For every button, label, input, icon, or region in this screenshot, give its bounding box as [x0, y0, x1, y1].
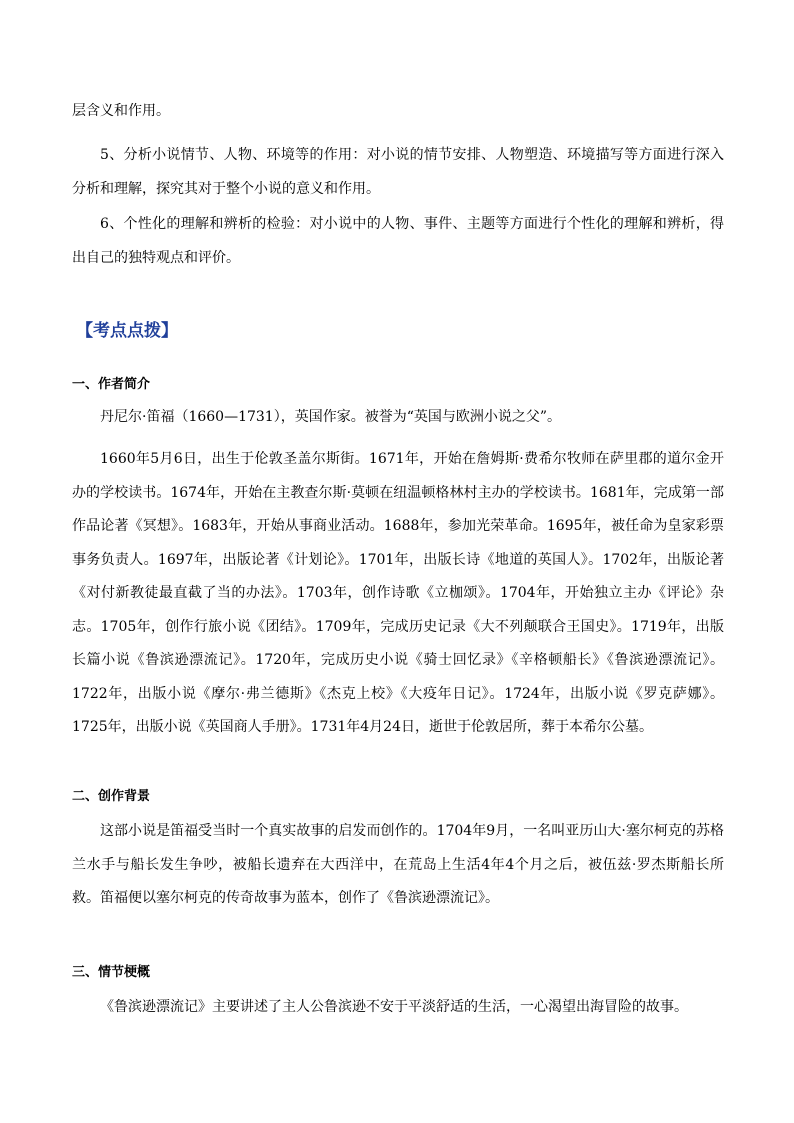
intro-tail-paragraph: 层含义和作用。 — [72, 103, 170, 119]
author-heading: 一、作者简介 — [72, 377, 151, 392]
author-summary-paragraph: 丹尼尔·笛福（1660—1731），英国作家。被誉为“英国与欧洲小说之父”。 — [100, 409, 562, 425]
item-6-paragraph: 6、个性化的理解和辨析的检验：对小说中的人物、事件、主题等方面进行个性化的理解和辨析，得出自己的独特观点和评价。 — [72, 216, 724, 266]
plot-paragraph: 《鲁滨逊漂流记》主要讲述了主人公鲁滨逊不安于平淡舒适的生活，一心渴望出海冒险的故事。 — [100, 999, 688, 1015]
section-title: 【考点点拨】 — [76, 321, 178, 341]
author-biography-paragraph: 1660年5月6日，出生于伦敦圣盖尔斯街。1671年，开始在詹姆斯·费希尔牧师在萨里郡的道尔金开办的学校读书。1674年，开始在主教查尔斯·莫顿在纽温顿格林村主办的学校读书。1681年，完成第一部作品论著《冥想》。1683年，开始从事商业活动。1688年，参加光荣革命。1695年，被任命为皇家彩票事务负责人。1697年，出版论著《计划论》。1701年，出版长诗《地道的英国人》。1702年，出版论著《对付新教徒最直截了当的办法》。1703年，创作诗歌《立枷颂》。1704年，开始独立主办《评论》杂志。1705年，创作行旅小说《团结》。1709年，完成历史记录《大不列颠联合王国史》。1719年，出版长篇小说《鲁滨逊漂流记》。1720年，完成历史小说《骑士回忆录》《辛格顿船长》《鲁滨逊漂流记》。1722年，出版小说《摩尔·弗兰德斯》《杰克上校》《大疫年日记》。1724年，出版小说《罗克萨娜》。1725年，出版小说《英国商人手册》。1731年4月24日，逝世于伦敦居所，葬于本希尔公墓。 — [72, 451, 724, 735]
item-5-paragraph: 5、分析小说情节、人物、环境等的作用：对小说的情节安排、人物塑造、环境描写等方面进行深入分析和理解，探究其对于整个小说的意义和作用。 — [72, 147, 724, 197]
background-paragraph: 这部小说是笛福受当时一个真实故事的启发而创作的。1704年9月，一名叫亚历山大·塞尔柯克的苏格兰水手与船长发生争吵，被船长遗弃在大西洋中，在荒岛上生活4年4个月之后，被伍兹·罗杰斯船长所救。笛福便以塞尔柯克的传奇故事为蓝本，创作了《鲁滨逊漂流记》。 — [72, 823, 724, 906]
plot-heading: 三、情节梗概 — [72, 965, 151, 980]
background-heading: 二、创作背景 — [72, 789, 151, 804]
